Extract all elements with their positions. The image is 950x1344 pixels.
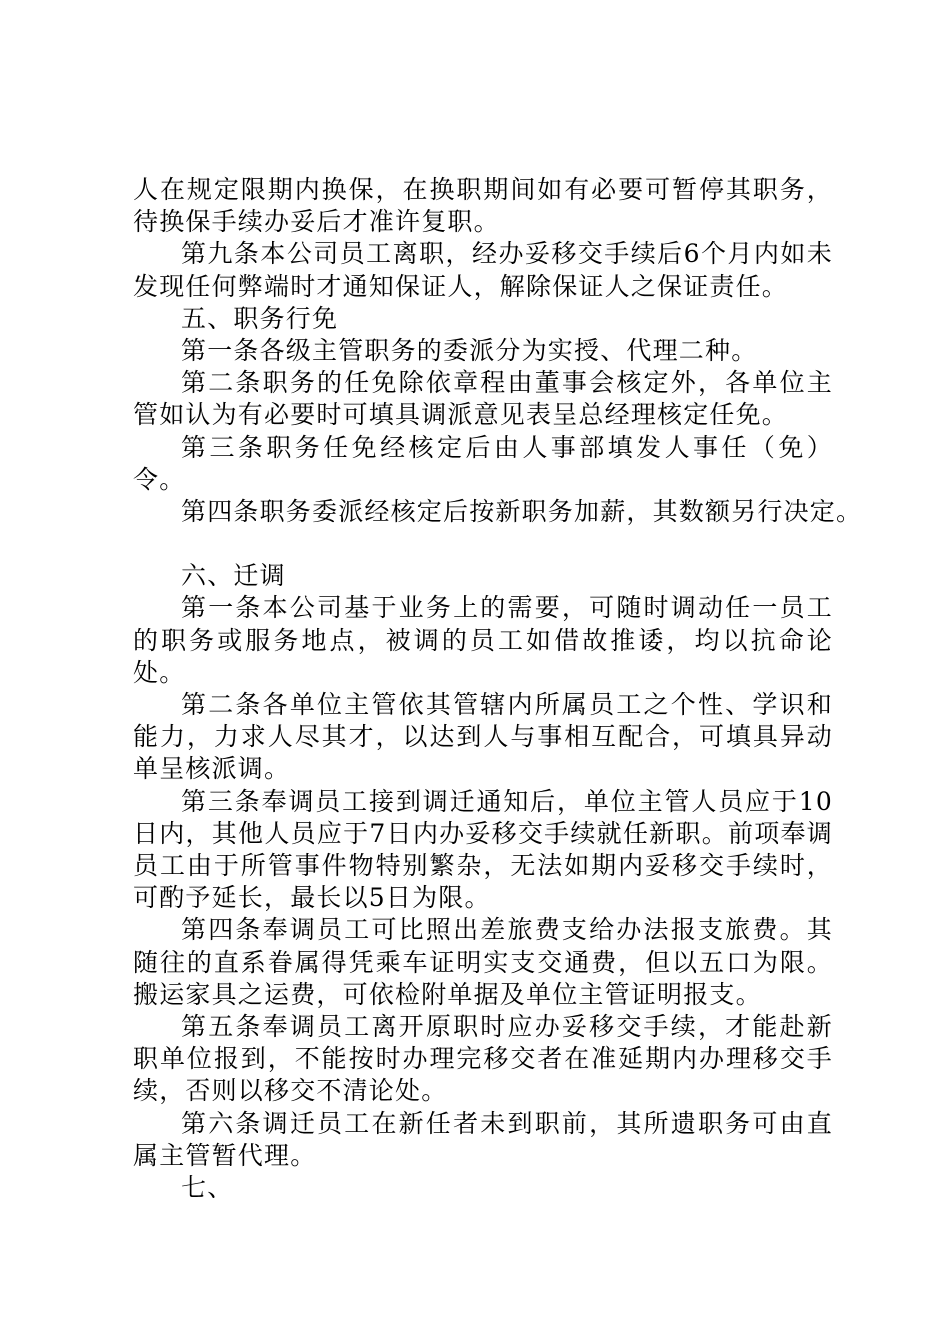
document-body [133, 174, 863, 1204]
paragraph-s6-article-1: 第一条本公司基于业务上的需要，可随时调动任一员工的职务或服务地点，被调的员工如借故推诿，均以抗命论处。 [133, 593, 833, 687]
paragraph-s6-article-5: 第五条奉调员工离开原职时应办妥移交手续，才能赴新职单位报到，不能按时办理完移交者在准延期内办理移交手续，否则以移交不清论处。 [133, 1012, 833, 1106]
paragraph-s5-article-1: 第一条各级主管职务的委派分为实授、代理二种。 [181, 336, 758, 366]
paragraph-s6-article-6: 第六条调迁员工在新任者未到职前，其所遗职务可由直属主管暂代理。 [133, 1108, 833, 1170]
paragraph-s5-article-4: 第四条职务委派经核定后按新职务加薪，其数额另行决定。 [181, 497, 863, 527]
paragraph-continuation: 人在规定限期内换保，在换职期间如有必要可暂停其职务，待换保手续办妥后才准许复职。 [133, 175, 833, 237]
section-heading-6: 六、迁调 [181, 561, 286, 591]
paragraph-article-9: 第九条本公司员工离职，经办妥移交手续后6个月内如未发现任何弊端时才通知保证人，解除保证人之保证责任。 [133, 239, 833, 301]
section-heading-5: 五、职务行免 [181, 303, 339, 333]
paragraph-s6-article-2: 第二条各单位主管依其管辖内所属员工之个性、学识和能力，力求人尽其才，以达到人与事相互配合，可填具异动单呈核派调。 [133, 690, 833, 784]
section-heading-7: 七、 [181, 1173, 234, 1203]
paragraph-s5-article-2: 第二条职务的任免除依章程由董事会核定外，各单位主管如认为有必要时可填具调派意见表呈总经理核定任免。 [133, 368, 833, 430]
paragraph-s6-article-3: 第三条奉调员工接到调迁通知后，单位主管人员应于10日内，其他人员应于7日内办妥移交手续就任新职。前项奉调员工由于所管事件物特别繁杂，无法如期内妥移交手续时，可酌予延长，最长以5日为限。 [133, 786, 833, 913]
paragraph-s6-article-4: 第四条奉调员工可比照出差旅费支给办法报支旅费。其随往的直系眷属得凭乘车证明实支交通费，但以五口为限。搬运家具之运费，可依检附单据及单位主管证明报支。 [133, 915, 833, 1009]
paragraph-s5-article-3: 第三条职务任免经核定后由人事部填发人事任（免）令。 [133, 432, 833, 494]
